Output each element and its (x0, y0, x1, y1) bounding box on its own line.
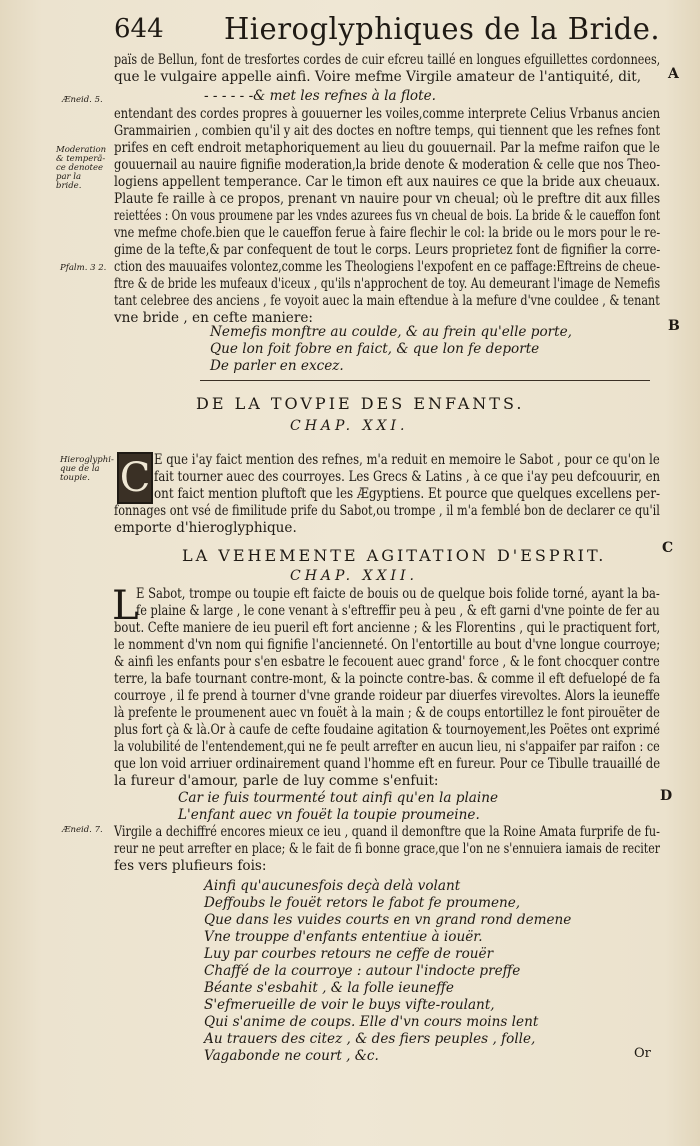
verse-line: Nemefis monftre au coulde, & au frein qu'elle porte, (210, 324, 573, 340)
text-line: terre, la bafe tournant contre-mont, & la poincte contre-bas. & comme il eft defuelopé de fa (114, 671, 661, 687)
text-line: la volubilité de l'entendement,qui ne fe peult arrefter en aucun lieu, ni s'appaifer par raifon : ce (114, 739, 660, 755)
margin-letter-d: D (660, 788, 673, 804)
section-title-agitation: LA VEHEMENTE AGITATION D'ESPRIT. (182, 546, 607, 565)
margin-letter-a: A (668, 66, 679, 82)
margin-letter-c: C (662, 540, 674, 556)
verse-line: L'enfant auec vn fouët la toupie proumeine. (178, 807, 480, 823)
verse-line: Luy par courbes retours ne ceffe de rouër (204, 946, 494, 962)
text-line: vne mefme chofe.bien que le caueffon ferue à faire flechir le col: la bride ou le mors pour le re- (114, 225, 661, 241)
verse-line: Que dans les vuides courts en vn grand rond demene (204, 912, 572, 928)
text-line: vne bride , en cefte maniere: (114, 310, 313, 326)
text-line: que lon void arriuer ordinairement quand l'homme eft en fureur. Pour ce Tibulle trauaillé de (114, 756, 661, 772)
margin-note-aeneid7: Æneid. 7. (62, 825, 103, 835)
verse-line: Au trauers des citez , & des fiers peuples , folle, (204, 1031, 536, 1047)
text-line: logiens appellent temperance. Car le timon eft aux nauires ce que la bride aux cheuaux. (114, 174, 661, 190)
verse-line: Qui s'anime de coups. Elle d'vn cours moins lent (204, 1014, 539, 1030)
text-line: fe plaine & large , le cone venant à s'eftreffir peu à peu , & eft garni d'vne pointe de fer au (136, 603, 660, 619)
text-line: reiettées : On vous proumene par les vndes azurees fus vn cheual de bois. La bride & le caueffon font (114, 208, 661, 224)
text-line: Plaute fe raille à ce propos, prenant vn nauire pour vn cheual; où le preftre dit aux filles (114, 191, 661, 207)
catchword: Or (634, 1046, 651, 1061)
text-line: & ainfi les enfants pour s'en esbatre le fecouent auec grand' force , & le font chocquer contre (114, 654, 660, 670)
text-line: plus fort çà & là.Or à caufe de cefte foudaine agitation & tournoyement,les Poëtes ont exprimé (114, 722, 660, 738)
text-line: que le vulgaire appelle ainfi. Voire mefme Virgile amateur de l'antiquité, dit, (114, 69, 642, 85)
drop-cap-c: C (117, 452, 153, 504)
margin-note-hieroglyph: Hieroglyphi-que de la toupie. (60, 455, 114, 483)
text-line: tant celebree des anciens , fe voyoit auec la main eftendue à la mefure d'vne couldee , & tenant (114, 293, 660, 309)
section-title-toupie: DE LA TOVPIE DES ENFANTS. (196, 394, 525, 413)
text-line: Grammairien , combien qu'il y ait des doctes en noftre temps, qui tiennent que les refnes font (114, 123, 661, 139)
text-line: prifes en ceft endroit metaphoriquement au lieu du gouuernail. Par la mefme raifon que le (114, 140, 660, 156)
text-line: reur ne peut arrefter en place; & le fait de fi bonne grace,que l'on ne s'ennuiera iamais de reciter (114, 841, 660, 857)
drop-cap-l: L (112, 583, 139, 629)
text-line: là prefente le proumenent auec vn fouët à la main ; & de coups entortillez le font pirouëter de (114, 705, 660, 721)
page-header (114, 12, 661, 48)
text-line: gime de la tefte,& par confequent de tout le corps. Leurs proprietez font de fignifier la corre- (114, 242, 661, 258)
verse-line: Chaffé de la courroye : autour l'indocte preffe (204, 963, 521, 979)
text-line: entendant des cordes propres à gouuerner les voiles,comme interprete Celius Vrbanus ancien (114, 106, 661, 122)
verse-line: Béante s'esbahit , & la folle ieuneffe (204, 980, 454, 996)
text-line: emporte d'hieroglyphique. (114, 520, 297, 536)
verse-line: Vne trouppe d'enfants ententiue à iouër. (204, 929, 483, 945)
verse-line: De parler en excez. (210, 358, 344, 374)
chapter-xxii: CHAP. XXII. (290, 568, 418, 584)
section-rule (200, 380, 650, 381)
text-line: E Sabot, trompe ou toupie eft faicte de bouis ou de quelque bois folide torné, ayant la ba- (136, 586, 660, 602)
text-line: ction des mauuaifes volontez,comme les Theologiens l'expofent en ce paffage:Eftreins de cheue- (114, 259, 661, 275)
text-line: Virgile a dechiffré encores mieux ce ieu , quand il demonftre que la Roine Amata furprife de fu- (114, 824, 660, 840)
text-line: ftre & de bride les mufeaux d'iceux , qu'ils n'approchent de toy. Au demeurant l'image de Nemefis (114, 276, 661, 292)
text-line: courroye , il fe prend à tourner d'vne grande roideur par diuerfes virevoltes. Alors la ieuneffe (114, 688, 660, 704)
text-line: ont faict mention pluftoft que les Ægyptiens. Et pource que quelques excellens per- (154, 486, 661, 502)
text-line: fonnages ont vsé de fimilitude prife du Sabot,ou trompe , il m'a femblé bon de declarer ce qu'il (114, 503, 660, 519)
quote-line: - - - - - -& met les refnes à la flote. (204, 88, 436, 104)
text-line: païs de Bellun, font de tresfortes cordes de cuir efcreu taillé en longues efguillettes cordonnees, (114, 52, 661, 68)
margin-note-aeneid5: Æneid. 5. (62, 95, 103, 105)
text-line: fes vers plufieurs fois: (114, 858, 267, 874)
verse-line: S'efmerueille de voir le buys vifte-roulant, (204, 997, 495, 1013)
text-line: bout. Cefte maniere de ieu pueril eft fort ancienne ; & les Florentins , qui le practiquent fort, (114, 620, 661, 636)
verse-line: Car ie fuis tourmenté tout ainfi qu'en la plaine (178, 790, 499, 806)
page-number: 644 (114, 14, 164, 44)
margin-letter-b: B (668, 318, 680, 334)
text-line: gouuernail au nauire fignifie moderation,la bride denote & moderation & celle que nos Theo- (114, 157, 661, 173)
running-title: Hieroglyphiques de la Bride. (224, 12, 661, 47)
margin-note-moderation: Moderation & temperã-ce denotee par la bride. (56, 145, 107, 191)
verse-line: Deffoubs le fouët retors le fabot fe proumene, (204, 895, 521, 911)
text-line: le nomment d'vn nom qui fignifie l'ancienneté. On l'entortille au bout d'vne longue courroye; (114, 637, 661, 653)
chapter-xxi: CHAP. XXI. (290, 418, 409, 434)
margin-note-psalm: Pfalm. 3 2. (60, 263, 107, 273)
text-line: la fureur d'amour, parle de luy comme s'enfuit: (114, 773, 439, 789)
text-line: fait tourner auec des courroyes. Les Grecs & Latins , à ce que i'ay peu defcouurir, en (154, 469, 661, 485)
text-line: E que i'ay faict mention des refnes, m'a reduit en memoire le Sabot , pour ce qu'on le (154, 452, 660, 468)
verse-line: Ainfi qu'aucunesfois deçà delà volant (204, 878, 461, 894)
verse-line: Vagabonde ne court , &c. (204, 1048, 379, 1064)
verse-line: Que lon foit fobre en faict, & que lon fe deporte (210, 341, 540, 357)
